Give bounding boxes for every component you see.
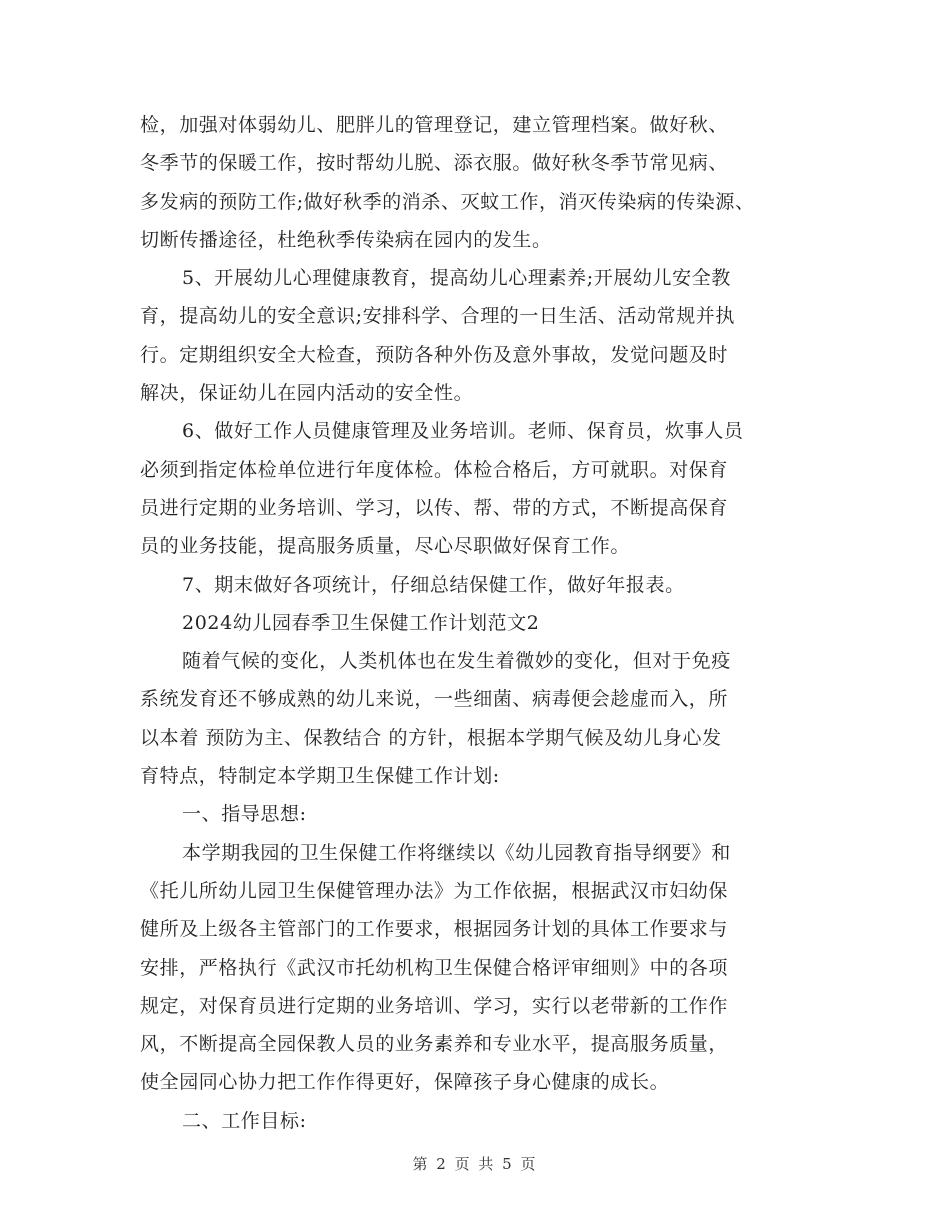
text-line: 二、工作目标: [182,1109,307,1132]
text-line: 切断传播途径，杜绝秋季传染病在园内的发生。 [140,228,552,251]
text-line: 行。定期组织安全大检查，预防各种外伤及意外事故，发觉问题及时 [140,343,729,366]
text-line: 系统发育还不够成熟的幼儿来说，一些细菌、病毒便会趁虚而入，所 [140,688,729,711]
text-line: 以本着 预防为主、保教结合 的方针，根据本学期气候及幼儿身心发 [140,726,722,749]
text-line: 风，不断提高全园保教人员的业务素养和专业水平，提高服务质量， [140,1033,729,1056]
text-line: 本学期我园的卫生保健工作将继续以《幼儿园教育指导纲要》和 [182,841,731,864]
body-text [140,106,830,1140]
text-line: 解决，保证幼儿在园内活动的安全性。 [140,382,474,405]
text-line: 随着气候的变化，人类机体也在发生着微妙的变化，但对于免疫 [182,650,731,673]
text-line: 安排，严格执行《武汉市托幼机构卫生保健合格评审细则》中的各项 [140,956,729,979]
text-line: 多发病的预防工作;做好秋季的消杀、灭蚊工作，消灭传染病的传染源、 [140,190,755,213]
text-line: 必须到指定体检单位进行年度体检。体检合格后，方可就职。对保育 [140,458,729,481]
text-line: 7、期末做好各项统计，仔细总结保健工作，做好年报表。 [182,573,685,596]
text-line: 规定，对保育员进行定期的业务培训、学习，实行以老带新的工作作 [140,994,729,1017]
text-line: 育，提高幼儿的安全意识;安排科学、合理的一日生活、活动常规并执 [140,305,736,328]
text-line: 5、开展幼儿心理健康教育，提高幼儿心理素养;开展幼儿安全教 [182,267,731,290]
text-line: 2024幼儿园春季卫生保健工作计划范文2 [182,611,540,634]
text-line: 使全园同心协力把工作作得更好，保障孩子身心健康的成长。 [140,1071,670,1094]
text-line: 员进行定期的业务培训、学习，以传、帮、带的方式，不断提高保育 [140,496,729,519]
text-line: 健所及上级各主管部门的工作要求，根据园务计划的具体工作要求与 [140,918,729,941]
text-line: 6、做好工作人员健康管理及业务培训。老师、保育员，炊事人员 [182,420,744,443]
page-footer: 第 2 页 共 5 页 [412,1155,538,1173]
text-line: 检，加强对体弱幼儿、肥胖儿的管理登记，建立管理档案。做好秋、 [140,114,729,136]
text-line: 冬季节的保暖工作，按时帮幼儿脱、添衣服。做好秋冬季节常见病、 [140,152,729,175]
text-line: 员的业务技能，提高服务质量，尽心尽职做好保育工作。 [140,535,631,558]
text-line: 育特点，特制定本学期卫生保健工作计划: [140,765,500,788]
text-line: 一、指导思想: [182,803,307,826]
text-line: 《托儿所幼儿园卫生保健管理办法》为工作依据，根据武汉市妇幼保 [140,879,729,902]
